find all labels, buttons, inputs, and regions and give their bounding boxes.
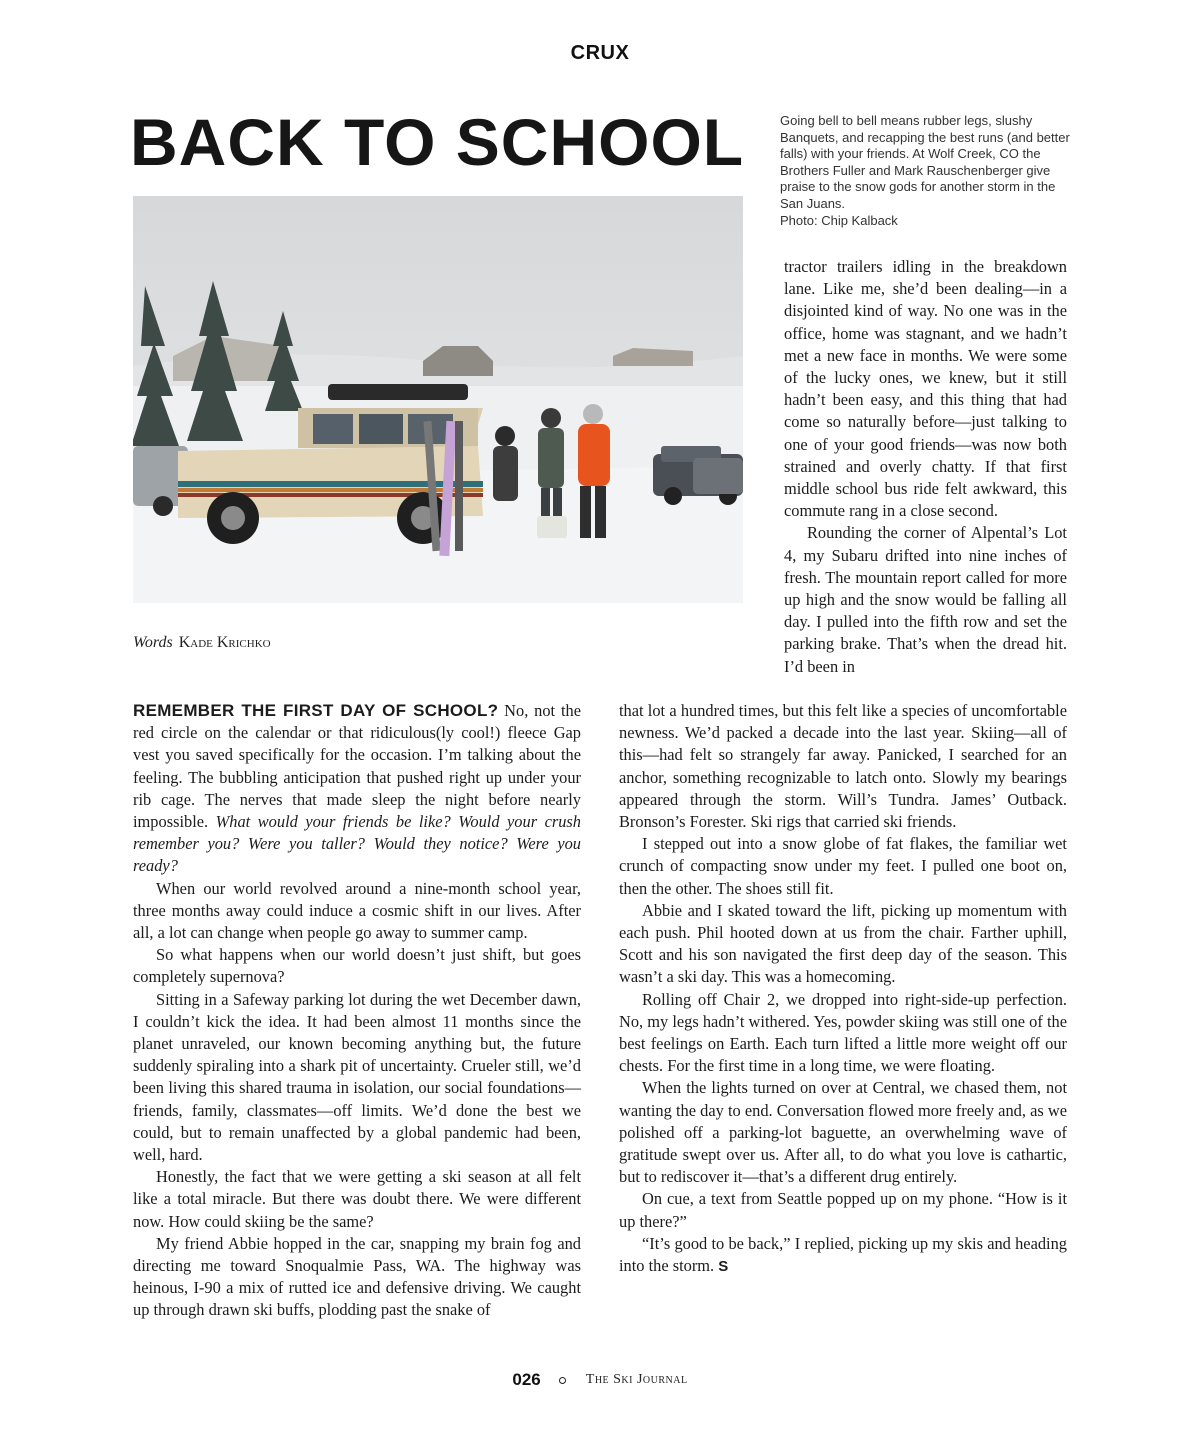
page-number: 026 — [512, 1370, 541, 1389]
end-mark-icon: S — [718, 1258, 729, 1276]
photo-caption — [780, 113, 1075, 229]
closing-text: “It’s good to be back,” I replied, picking up my skis and heading into the storm. — [619, 1233, 1067, 1276]
body-paragraph: So what happens when our world doesn’t just shift, but goes completely supernova? — [133, 945, 581, 987]
opening-paragraph — [133, 700, 581, 878]
body-paragraph: When our world revolved around a nine-month school year, three months away could induce a cosmic shift in our lives. After all, a lot can change when people go away to summer camp. — [133, 878, 581, 943]
byline-label: Words — [133, 634, 173, 651]
article-title: BACK TO SCHOOL — [130, 105, 745, 179]
bullet-icon — [559, 1377, 566, 1384]
body-paragraph: My friend Abbie hopped in the car, snapping my brain fog and directing me toward Snoqualmie Pass, WA. The highway was heinous, I-90 a mix of rutted ice and defensive driving. We caught up through drawn ski buffs, plodding past the snake of — [133, 1233, 581, 1320]
body-paragraph: that lot a hundred times, but this felt like a species of uncomfortable newness. We’d packed a decade into the last year. Skiing—all of this—had felt so strangely far away. Panicked, I searched for an anchor, something recognizable to latch onto. Slowly my bearings appeared through the storm. Will’s Tundra. James’ Outback. Bronson’s Forester. Ski rigs that carried ski friends. — [619, 701, 1067, 832]
body-paragraph: When the lights turned on over at Central, we chased them, not wanting the day to end. Conversation flowed more freely and, as we polished off a parking-lot baguette, an overwhelming wave of gratitude swept over us. After all, to do what you love is cathartic, but to rediscover it—that’s a different drug entirely. — [619, 1078, 1067, 1187]
lede: REMEMBER THE FIRST DAY OF SCHOOL? — [133, 701, 499, 720]
ski-parking-lot-illustration — [133, 196, 743, 603]
body-paragraph: I stepped out into a snow globe of fat flakes, the familiar wet crunch of compacting snow under my feet. I pulled one boot on, then the other. The shoes still fit. — [619, 834, 1067, 898]
photo-credit: Photo: Chip Kalback — [780, 212, 898, 228]
body-paragraph: Abbie and I skated toward the lift, picking up momentum with each push. Phil hooted down at us from the chair. Farther uphill, Scott and his son navigated the first deep day of the season. This wasn’t a ski day. This was a homecoming. — [619, 900, 1067, 987]
publication-name: The Ski Journal — [585, 1372, 688, 1387]
body-paragraph: Sitting in a Safeway parking lot during the wet December dawn, I couldn’t kick the idea. It had been almost 11 months since the planet unraveled, our known becoming anything but, the future suddenly spiraling into a shark pit of uncertainty. Crueler still, we’d been living this shared trauma in isolation, our social foundations—friends, family, classmates—off limits. We’d done the best we could, but to remain unaffected by a global pandemic had been, well, hard. — [133, 989, 581, 1165]
body-paragraph: Rounding the corner of Alpental’s Lot 4, my Subaru drifted into nine inches of fresh. The mountain report called for more up high and the snow would be falling all day. I pulled into the fifth row and set the parking brake. That’s when the dread hit. I’d been in — [784, 523, 1067, 676]
page-footer — [0, 1370, 1200, 1390]
body-paragraph: Honestly, the fact that we were getting a ski season at all felt like a total miracle. But there was doubt there. We were different now. How could skiing be the same? — [133, 1167, 581, 1231]
caption-text: Going bell to bell means rubber legs, slushy Banquets, and recapping the best runs (and better falls) with your friends. At Wolf Creek, CO the Brothers Fuller and Mark Rauschenberger give praise to the snow gods for another storm in the San Juans. — [780, 113, 1070, 211]
opening-text: No, not the red circle on the calendar or that ridiculous(ly cool!) fleece Gap vest you saved specifically for the occasion. I’m talking about the feeling. The bubbling anticipation that pushed right up under your rib cage. The nerves that made sleep the night before nearly impossible. — [133, 701, 581, 832]
body-column-left — [133, 700, 581, 1322]
opening-questions: What would your friends be like? Would your crush remember you? Were you taller? Would they notice? Were you ready? — [133, 812, 581, 876]
body-column-right — [619, 700, 1067, 1278]
body-paragraph: On cue, a text from Seattle popped up on my phone. “How is it up there?” — [619, 1189, 1067, 1231]
body-column-top-right — [784, 256, 1067, 678]
section-label: CRUX — [570, 42, 630, 64]
closing-paragraph — [619, 1233, 1067, 1278]
body-paragraph: Rolling off Chair 2, we dropped into right-side-up perfection. No, my legs hadn’t withered. Yes, powder skiing was still one of the best feelings on Earth. Each turn lifted a little more weight off our chests. For the first time in a long time, we were floating. — [619, 989, 1067, 1076]
body-paragraph: tractor trailers idling in the breakdown lane. Like me, she’d been dealing—in a disjointed kind of way. No one was in the office, home was stagnant, and we hadn’t met a new face in months. We were some of the lucky ones, we knew, but it still hadn’t been easy, and this thing that had come so naturally before—just talking to one of your good friends—was now both strained and overly chatty. If that first middle school bus ride felt awkward, this commute rang in a close second. — [784, 257, 1067, 521]
author-name: Kade Krichko — [178, 634, 271, 651]
hero-photo — [133, 196, 743, 603]
byline — [133, 634, 271, 652]
